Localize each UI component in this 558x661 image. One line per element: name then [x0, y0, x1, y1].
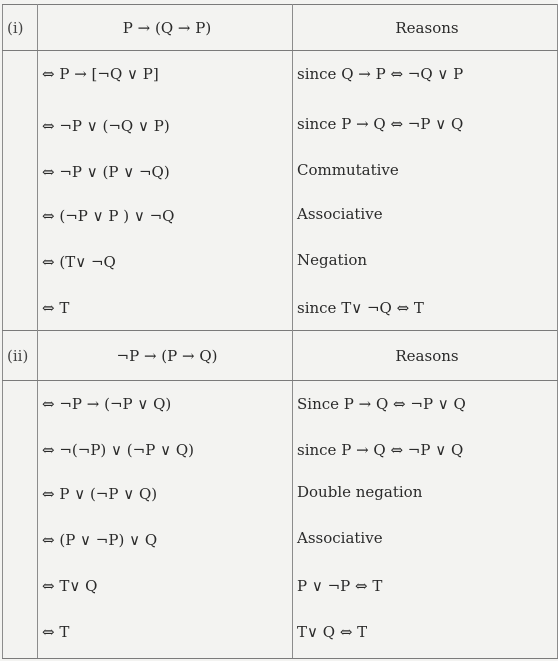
table-row	[3, 285, 558, 331]
statement-cell	[38, 609, 293, 659]
statement-text: ⇔ (¬P ∨ P ) ∨ ¬Q	[42, 206, 175, 225]
statement-text: ⇔ ¬P ∨ (P ∨ ¬Q)	[42, 162, 170, 181]
reason-text: since T∨ ¬Q ⇔ T	[297, 298, 424, 317]
statement-text: ⇔ (P ∨ ¬P) ∨ Q	[42, 530, 158, 549]
reason-text: P ∨ ¬P ⇔ T	[297, 576, 383, 595]
reason-cell	[293, 239, 558, 285]
statement-text: ⇔ T∨ Q	[42, 576, 98, 595]
reason-text: Associative	[297, 528, 383, 547]
index-cell	[3, 381, 38, 427]
table-row	[3, 193, 558, 239]
table-row	[3, 517, 558, 563]
index-cell	[3, 427, 38, 471]
reason-text: Negation	[297, 250, 368, 269]
reason-text: Since P → Q ⇔ ¬P ∨ Q	[297, 395, 466, 413]
reason-cell	[293, 149, 558, 193]
table-title: ¬P → (P → Q)	[38, 331, 293, 381]
table-row	[3, 239, 558, 285]
statement-cell	[38, 193, 293, 239]
statement-cell	[38, 239, 293, 285]
table-row	[3, 471, 558, 517]
table-header-row	[3, 5, 558, 51]
index-cell	[3, 471, 38, 517]
statement-text: ⇔ P → [¬Q ∨ P]	[42, 65, 159, 83]
statement-text: ⇔ P ∨ (¬P ∨ Q)	[42, 484, 158, 503]
table-label: (i)	[3, 5, 38, 51]
reason-text: since P → Q ⇔ ¬P ∨ Q	[297, 114, 464, 133]
reason-cell	[293, 51, 558, 103]
reason-cell	[293, 517, 558, 563]
proof-table-i	[2, 4, 558, 331]
table-row	[3, 51, 558, 103]
index-cell	[3, 103, 38, 149]
statement-cell	[38, 103, 293, 149]
statement-text: ⇔ ¬P → (¬P ∨ Q)	[42, 395, 172, 413]
reason-cell	[293, 381, 558, 427]
table-row	[3, 427, 558, 471]
index-cell	[3, 517, 38, 563]
table-row	[3, 149, 558, 193]
statement-text: ⇔ ¬(¬P) ∨ (¬P ∨ Q)	[42, 440, 194, 459]
reason-text: since P → Q ⇔ ¬P ∨ Q	[297, 440, 464, 459]
statement-text: ⇔ (T∨ ¬Q	[42, 252, 116, 271]
reason-text: since Q → P ⇔ ¬Q ∨ P	[297, 65, 464, 83]
reason-cell	[293, 193, 558, 239]
table-title: P → (Q → P)	[38, 5, 293, 51]
reason-cell	[293, 563, 558, 609]
index-cell	[3, 285, 38, 331]
statement-cell	[38, 471, 293, 517]
statement-cell	[38, 563, 293, 609]
statement-cell	[38, 285, 293, 331]
reason-cell	[293, 609, 558, 659]
table-row	[3, 103, 558, 149]
index-cell	[3, 239, 38, 285]
statement-cell	[38, 381, 293, 427]
table-row	[3, 381, 558, 427]
statement-cell	[38, 51, 293, 103]
table-header-row	[3, 331, 558, 381]
reason-cell	[293, 103, 558, 149]
table-label: (ii)	[3, 331, 38, 381]
reason-cell	[293, 471, 558, 517]
index-cell	[3, 563, 38, 609]
statement-text: ⇔ ¬P ∨ (¬Q ∨ P)	[42, 116, 170, 135]
statement-text: ⇔ T	[42, 298, 70, 317]
reason-text: Commutative	[297, 160, 399, 179]
reason-text: Associative	[297, 204, 383, 223]
proof-table-ii	[2, 330, 558, 659]
table-row	[3, 609, 558, 659]
index-cell	[3, 609, 38, 659]
statement-cell	[38, 517, 293, 563]
reason-text: T∨ Q ⇔ T	[297, 622, 368, 641]
statement-cell	[38, 427, 293, 471]
index-cell	[3, 193, 38, 239]
reason-text: Double negation	[297, 482, 423, 501]
index-cell	[3, 51, 38, 103]
index-cell	[3, 149, 38, 193]
statement-text: ⇔ T	[42, 622, 70, 641]
table-row	[3, 563, 558, 609]
reasons-header: Reasons	[293, 5, 558, 51]
reason-cell	[293, 427, 558, 471]
statement-cell	[38, 149, 293, 193]
reasons-header: Reasons	[293, 331, 558, 381]
reason-cell	[293, 285, 558, 331]
